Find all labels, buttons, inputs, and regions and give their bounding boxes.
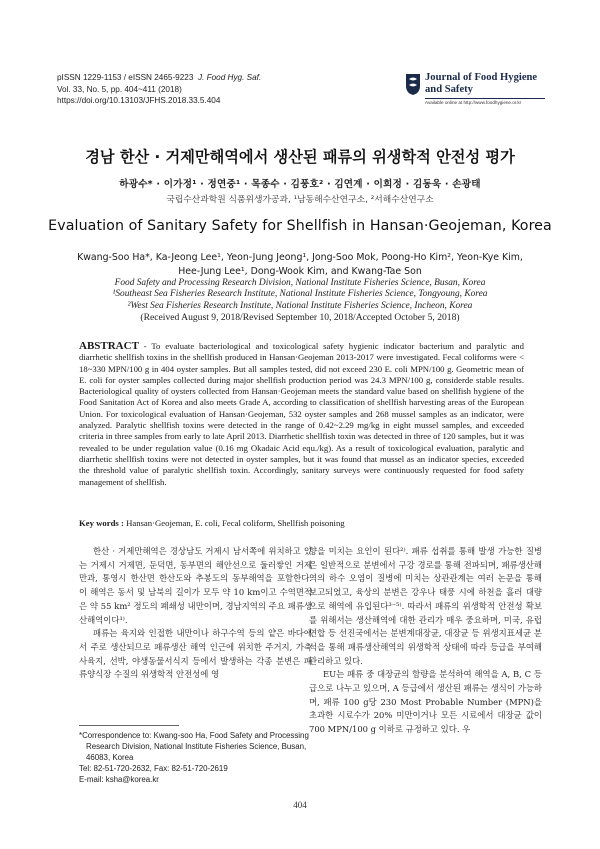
keywords-label: Key words : xyxy=(79,518,124,528)
authors-korean: 하광수* · 이가정¹ · 정연중¹ · 목종수 · 김풍호² · 김연계 · 이희정 · 김동욱 · 손광태 xyxy=(119,179,481,190)
abstract xyxy=(79,341,524,488)
abstract-heading: ABSTRACT xyxy=(79,340,139,352)
keywords-text: Hansan·Geojeman, E. coli, Fecal coliform, Shellfish poisoning xyxy=(126,518,345,528)
body-paragraph: EU는 패류 중 대장균의 함량을 분석하여 해역을 A, B, C 등급으로 나누고 있으며, A 등급에서 생산된 패류는 생식이 가능하며, 패류 100 g당 230 Most Probable Number (MPN)을 초과한 시료수가 20% 미만이거나 모든 시료에서 대장균 값이 700 MPN/100 g 이하로 규정하고 있다. 우 xyxy=(309,669,542,735)
authors-english xyxy=(40,251,560,278)
logo-divider xyxy=(425,98,545,99)
journal-metadata xyxy=(57,72,357,107)
affiliation-3: ²West Sea Fisheries Research Institute, National Institute Fisheries Science, Incheon, Korea xyxy=(127,300,473,311)
abstract-body: - To evaluate bacteriological and toxicological safety hygienic indicator bacterium and paralytic and diarrhetic shellfish toxins in the shellfish produced in Hansan·Geojeman 2013-2017 were investigated. Fecal coliforms were < 18~330 MPN/100 g in 404 oyster samples. But all samples tested, did not exceed 230 E. coli MPN/100 g. Geometric mean of E. coli for oyster samples collected during major shellfish production period was 24.3 MPN/100 g, considerde stable results. Bacteriological quality of oysters collected from Hansan·Geojeman meets the standard value based on shellfish hygiene of the Food Sanitation Act of Korea and also meets Grade A, according to classification of shellfish harvesting areas of the European Union. For toxicological evaluation of Hansan·Geojeman, 532 oyster samples and 268 mussel samples as an indicator, were analyzed. Paralytic shellfish toxins were detected in the range of 0.42~2.29 mg/kg in eight mussel samples, and exceeded criteria in three samples from early to late April 2013. Diarrhetic shellfish toxin was detected in three of 120 samples, but it was revealed to be under regulation value (0.16 mg Okadaic Acid equ./kg). As a result of toxicological evaluation, paralytic and diarrhetic shellfish toxins were not detected in oyster samples, but it was found that mussel as an indicator species, exceeded the threshold value of paralytic shellfish toxin. Accordingly, sanitary surveys were continuously requested for food safety management of shellfish. xyxy=(79,341,524,487)
authors-english-line1: Kwang-Soo Ha*, Ka-Jeong Lee¹, Yeon-Jung Jeong¹, Jong-Soo Mok, Poong-Ho Kim², Yeon-Kye Kim, xyxy=(77,252,523,263)
body-column-left xyxy=(79,545,312,682)
logo-availability: Available online at http://www.foodhygiene.or.kr xyxy=(425,100,522,105)
body-paragraph: 한산 · 거제만해역은 경상남도 거제시 남서쪽에 위치하고 있는 거제시 거제면, 둔덕면, 동부면의 해안선으로 둘러쌓인 거제만과, 통영시 한산면 한산도와 추봉도의 동부해역을 포함한다. 이 해역은 동서 및 남북의 길이가 모두 약 10 km이고 수역면적은 약 55 km² 정도의 폐쇄성 내만이며, 경남지역의 주요 패류생산해역이다¹⁾. xyxy=(79,546,312,625)
body-column-right xyxy=(309,545,542,737)
correspondence-line3: 46083, Korea xyxy=(86,753,134,762)
journal-abbrev: J. Food Hyg. Saf. xyxy=(197,73,262,82)
correspondence-line2: Research Division, National Institute Fisheries Science, Busan, xyxy=(86,742,307,751)
affiliation-1: Food Safety and Processing Research Division, National Institute Fisheries Science, Busan, Korea xyxy=(114,278,486,288)
affiliation-2: ¹Southeast Sea Fisheries Research Institute, National Institute Fisheries Science, Tongyoung, Korea xyxy=(112,289,488,300)
affiliations-english xyxy=(30,278,570,312)
correspondence-footnote xyxy=(79,730,312,785)
authors-english-line2: Hee-Jung Lee¹, Dong-Wook Kim, and Kwang-Tae Son xyxy=(178,265,422,277)
affiliations-korean: 국립수산과학원 식품위생가공과, ¹남동해수산연구소, ²서해수산연구소 xyxy=(166,195,434,205)
body-paragraph: 향을 미치는 요인이 된다²⁾. 패류 섭취를 통해 발생 가능한 질병은 일반적으로 분변에서 구강 경로를 통해 전파되며, 패류생산해역의 하수 오염이 질병에 미치는 상관관계는 여러 논문을 통해 보고되었고, 육상의 분변은 강우나 태풍 시에 하천을 흘러 대량으로 해역에 유입된다³⁻⁵⁾. 따라서 패류의 위생학적 안전성 확보를 위해서는 생산해역에 대한 관리가 매우 중요하며, 미국, 유럽연합 등 선진국에서는 분변계대장균, 대장균 등 위생지표세균 분석을 통해 패류생산해역의 위생학적 상태에 따라 등급을 부여해 관리하고 있다. xyxy=(309,546,542,666)
journal-emblem-icon xyxy=(404,72,422,96)
paper-title-korean: 경남 한산 · 거제만해역에서 생산된 패류의 위생학적 안전성 평가 xyxy=(85,148,515,166)
correspondence-email[interactable]: E-mail: ksha@korea.kr xyxy=(79,775,159,784)
volume-line: Vol. 33, No. 5, pp. 404~411 (2018) xyxy=(57,84,182,94)
logo-title-line2: and Safety xyxy=(425,84,473,95)
journal-logo xyxy=(404,68,554,106)
doi-link[interactable]: https://doi.org/10.13103/JFHS.2018.33.5.404 xyxy=(57,96,221,105)
keywords xyxy=(79,518,524,528)
footnote-rule xyxy=(79,725,179,726)
logo-title-line1: Journal of Food Hygiene xyxy=(425,72,538,83)
page-number: 404 xyxy=(293,800,307,810)
correspondence-line1: *Correspondence to: Kwang-soo Ha, Food Safety and Processing xyxy=(79,731,309,740)
body-paragraph: 패류는 육지와 인접한 내만이나 하구수역 등의 얕은 바다에서 주로 생산되므로 패류생산 해역 인근에 위치한 주거지, 가축 사육지, 선박, 야생동물서식지 등에서 발생하는 각종 분변은 패류양식장 수질의 위생학적 안전성에 영 xyxy=(79,628,312,680)
issn-line: pISSN 1229-1153 / eISSN 2465-9223 xyxy=(57,73,194,82)
received-dates: (Received August 9, 2018/Revised September 10, 2018/Accepted October 5, 2018) xyxy=(140,312,460,323)
paper-title-english: Evaluation of Sanitary Safety for Shellfish in Hansan·Geojeman, Korea xyxy=(48,218,552,234)
correspondence-phone: Tel: 82-51-720-2632, Fax: 82-51-720-2619 xyxy=(79,764,228,773)
